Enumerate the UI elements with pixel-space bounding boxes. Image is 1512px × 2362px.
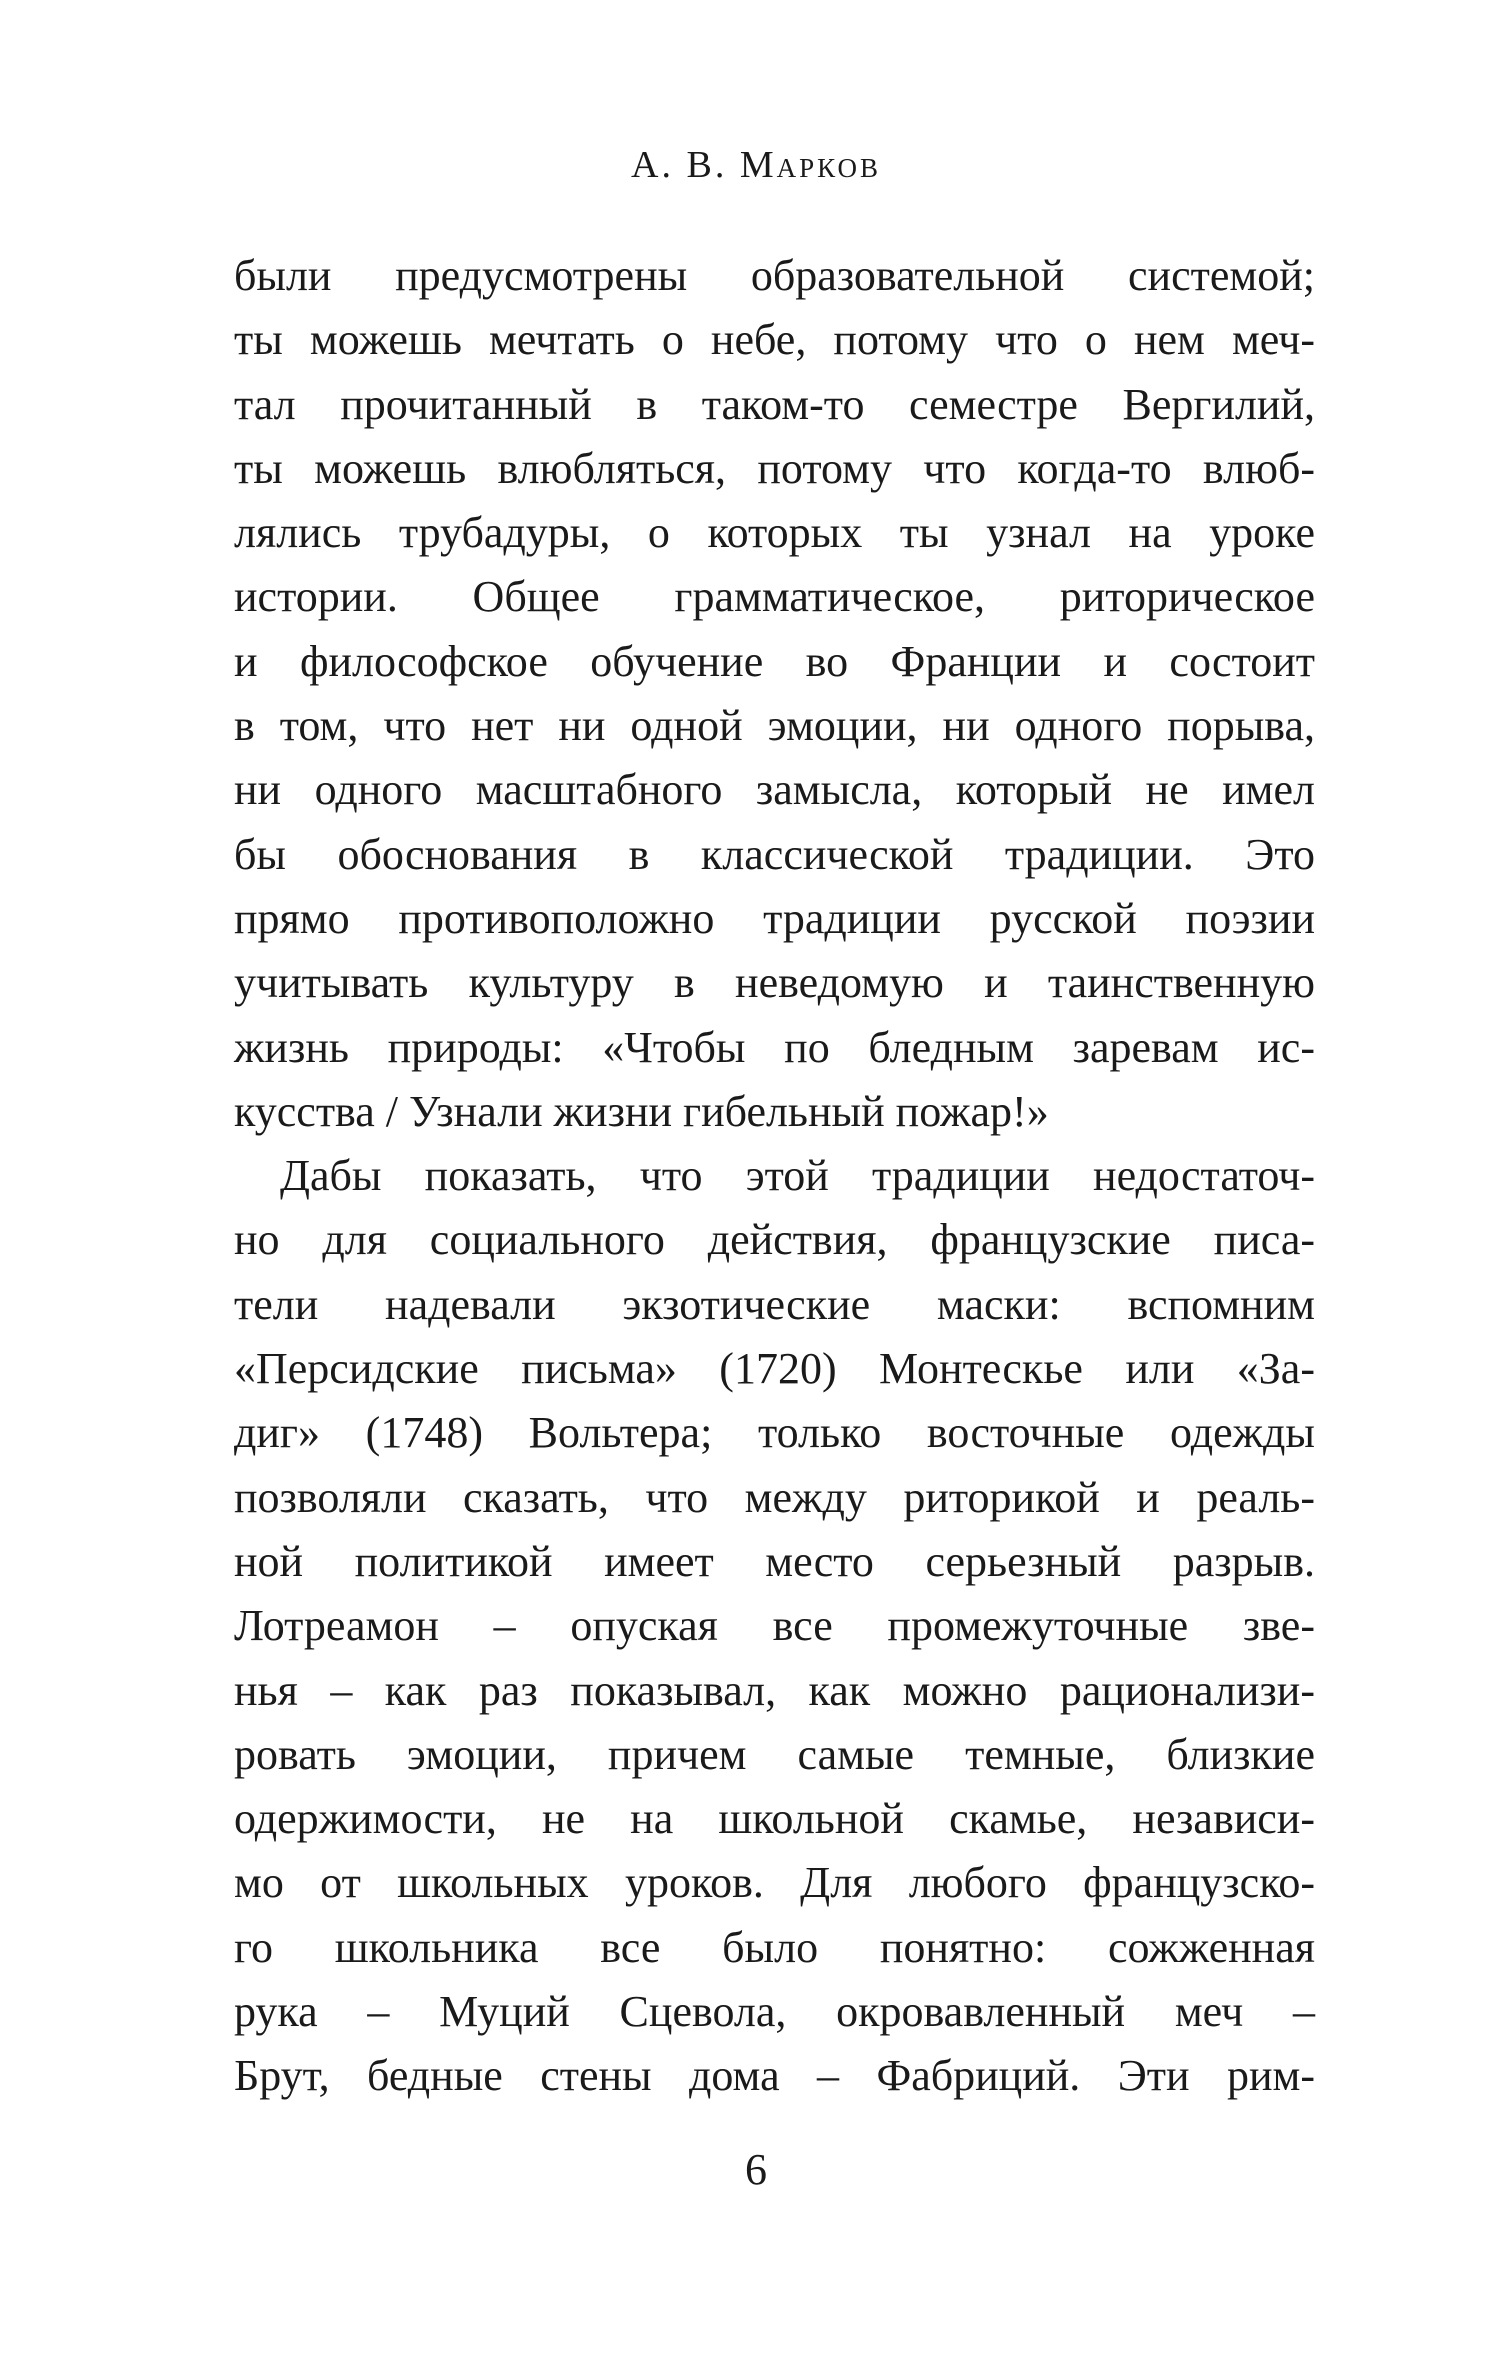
body-text (234, 244, 1315, 2109)
text-line: «Персидские письма» (1720) Монтескье или «За- (234, 1344, 1315, 1394)
paragraph-first-line: Дабы показать, что этой традиции недостаточ- (280, 1151, 1315, 1201)
text-line: в том, что нет ни одной эмоции, ни одного порыва, (234, 701, 1315, 751)
text-line: ровать эмоции, причем самые темные, близкие (234, 1729, 1315, 1779)
text-line: лялись трубадуры, о которых ты узнал на уроке (234, 508, 1315, 558)
page-number: 6 (745, 2145, 767, 2194)
text-line: и философское обучение во Франции и состоит (234, 636, 1315, 686)
text-line: тал прочитанный в таком-то семестре Вергилий, (234, 379, 1315, 429)
text-line: ты можешь влюбляться, потому что когда-то влюб- (234, 443, 1315, 493)
text-line: го школьника все было понятно: сожженная (234, 1922, 1315, 1972)
running-head: А. В. Марков (631, 144, 881, 186)
text-line: Лотреамон – опуская все промежуточные зве- (234, 1601, 1315, 1651)
text-line: диг» (1748) Вольтера; только восточные одежды (234, 1408, 1315, 1458)
text-line: но для социального действия, французские писа- (234, 1215, 1315, 1265)
text-line: мо от школьных уроков. Для любого французско- (234, 1858, 1315, 1908)
text-line: позволяли сказать, что между риторикой и реаль- (234, 1472, 1315, 1522)
text-line: ной политикой имеет место серьезный разрыв. (234, 1536, 1315, 1586)
text-line: тели надевали экзотические маски: вспомним (234, 1279, 1315, 1329)
text-line: бы обоснования в классической традиции. Это (234, 829, 1315, 879)
text-line: рука – Муций Сцевола, окровавленный меч – (234, 1987, 1315, 2037)
text-line: жизнь природы: «Чтобы по бледным заревам ис- (234, 1022, 1315, 1072)
text-line: Брут, бедные стены дома – Фабриций. Эти рим- (234, 2051, 1315, 2101)
text-line: одержимости, не на школьной скамье, независи- (234, 1794, 1315, 1844)
text-line: истории. Общее грамматическое, риторическое (234, 572, 1315, 622)
text-line: ты можешь мечтать о небе, потому что о нем меч- (234, 315, 1315, 365)
text-line: ни одного масштабного замысла, который не имел (234, 765, 1315, 815)
text-line: нья – как раз показывал, как можно рационализи- (234, 1665, 1315, 1715)
paragraph-last-line: кусства / Узнали жизни гибельный пожар!» (234, 1086, 1049, 1136)
text-line: прямо противоположно традиции русской поэзии (234, 893, 1315, 943)
text-line: учитывать культуру в неведомую и таинственную (234, 958, 1315, 1008)
text-line: были предусмотрены образовательной системой; (234, 251, 1315, 300)
